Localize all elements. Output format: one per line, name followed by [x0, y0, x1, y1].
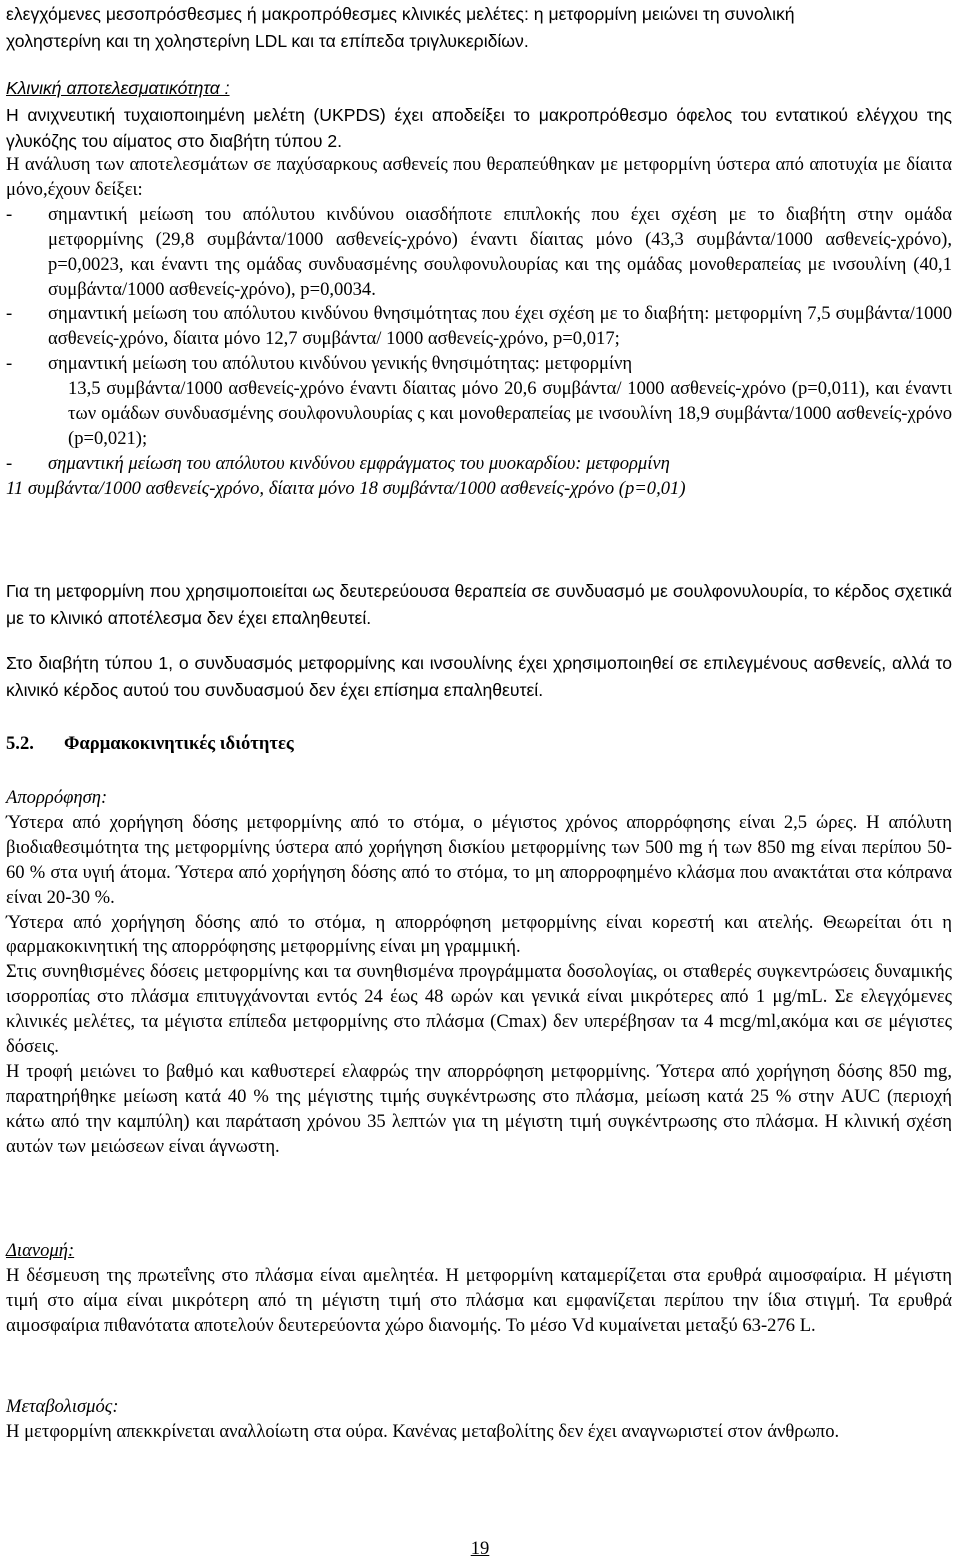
result-item-3	[6, 352, 952, 377]
absorption-paragraph-2: Ύστερα από χορήγηση δόσης από το στόμα, η απορρόφηση μετφορμίνης είναι κορεστή και ατελής. Θεωρείται ότι η φαρμακοκινητική της απορρόφησης μετφορμίνης είναι μη γραμμική.	[6, 911, 952, 958]
secondary-therapy-block	[6, 578, 952, 631]
absorption-heading: Απορρόφηση:	[6, 787, 108, 808]
type1-paragraph: Στο διαβήτη τύπου 1, ο συνδυασμός μετφορμίνης και ινσουλίνης έχει χρησιμοποιηθεί σε επιλεγμένους ασθενείς, αλλά το κλινικό κέρδος αυτού του συνδυασμού δεν έχει επίσημα επαληθευτεί.	[6, 653, 952, 700]
result-item-4	[6, 452, 952, 477]
result-item-dash: -	[6, 303, 13, 325]
intro-line-2: χοληστερίνη και τη χοληστερίνη LDL και τα επίπεδα τριγλυκεριδίων.	[6, 30, 529, 51]
analysis-block	[6, 153, 952, 502]
analysis-paragraph: Η ανάλυση των αποτελεσμάτων σε παχύσαρκους ασθενείς που θεραπεύθηκαν με μετφορμίνη ύστερα από αποτυχία με δίαιτα μόνο,έχουν δείξει:	[6, 154, 952, 200]
result-item-4-continuation: 11 συμβάντα/1000 ασθενείς-χρόνο, δίαιτα μόνο 18 συμβάντα/1000 ασθενείς-χρόνο (p=0,01)	[6, 477, 686, 499]
distribution-heading: Διανομή:	[6, 1240, 75, 1261]
metabolism-heading: Μεταβολισμός:	[6, 1396, 119, 1417]
result-item-1	[6, 203, 952, 303]
section-title: Φαρμακοκινητικές ιδιότητες	[64, 733, 294, 754]
ukpds-paragraph: Η ανιχνευτική τυχαιοποιημένη μελέτη (UKPDS) έχει αποδείξει το μακροπρόθεσμο όφελος του εντατικού ελέγχου της γλυκόζης του αίματος στο διαβήτη τύπου 2.	[6, 104, 952, 152]
clinical-efficacy-heading: Κλινική αποτελεσματικότητα :	[6, 78, 230, 98]
absorption-paragraph-3: Στις συνηθισμένες δόσεις μετφορμίνης και τα συνηθισμένα προγράμματα δοσολογίας, οι σταθερές συγκεντρώσεις δυναμικής ισορροπίας στο πλάσμα επιτυγχάνονται εντός 24 έως 48 ωρών και γενικά είναι μικρότερες από 1 μg/mL. Σε ελεγχόμενες κλινικές μελέτες, τα μέγιστα επίπεδα μετφορμίνης στο πλάσμα (Cmax) δεν υπερέβησαν τα 4 mcg/ml,ακόμα και σε μέγιστες δόσεις.	[6, 961, 952, 1058]
metabolism-block	[6, 1395, 952, 1445]
result-item-dash: -	[6, 452, 13, 474]
result-item-text: σημαντική μείωση του απόλυτου κινδύνου θνησιμότητας που έχει σχέση με το διαβήτη: μετφορμίνη 7,5 συμβάντα/1000 ασθενείς-χρόνο, δίαιτα μόνο 12,7 συμβάντα/ 1000 ασθενείς-χρόνο, p=0,017;	[48, 303, 952, 350]
absorption-block	[6, 786, 952, 1160]
distribution-block	[6, 1239, 952, 1339]
page-number: 19	[470, 1538, 490, 1559]
metabolism-paragraph: Η μετφορμίνη απεκκρίνεται αναλλοίωτη στα ούρα. Κανένας μεταβολίτης δεν έχει αναγνωριστεί στον άνθρωπο.	[6, 1420, 840, 1442]
result-item-dash: -	[6, 353, 13, 375]
result-item-text: σημαντική μείωση του απόλυτου κινδύνου εμφράγματος του μυοκαρδίου: μετφορμίνη	[48, 452, 670, 474]
absorption-paragraph-1: Ύστερα από χορήγηση δόσης μετφορμίνης από το στόμα, ο μέγιστος χρόνος απορρόφησης είναι 2,5 ώρες. Η απόλυτη βιοδιαθεσιμότητα της μετφορμίνης ύστερα από χορήγηση δισκίου μετφορμίνης των 500 mg ή των 850 mg είναι περίπου 50-60 % στα υγιή άτομα. Ύστερα από χορήγηση δόσης από το στόμα, το μη απορροφημένο κλάσμα που ανακτάται στα κόπρανα είναι 20-30 %.	[6, 811, 952, 908]
intro-block	[6, 1, 952, 54]
type1-block	[6, 650, 952, 703]
section-heading	[6, 733, 952, 755]
intro-line-1: ελεγχόμενες μεσοπρόσθεσμες ή μακροπρόθεσμες κλινικές μελέτες: η μετφορμίνη μειώνει τη συνολική	[6, 4, 795, 24]
secondary-therapy-paragraph: Για τη μετφορμίνη που χρησιμοποιείται ως δευτερεύουσα θεραπεία σε συνδυασμό με σουλφονυλουρία, το κέρδος σχετικά με το κλινικό αποτέλεσμα δεν έχει επαληθευτεί.	[6, 581, 952, 628]
distribution-paragraph: Η δέσμευση της πρωτεΐνης στο πλάσμα είναι αμελητέα. Η μετφορμίνη καταμερίζεται στα ερυθρά αιμοσφαίρια. Η μέγιστη τιμή στο αίμα είναι μικρότερη από τη μέγιστη τιμή στο πλάσμα και εμφανίζεται περίπου την ίδια στιγμή. Τα ερυθρά αιμοσφαίρια πιθανότατα αποτελούν δευτερεύοντα χώρο διανομής. Το μέσο Vd κυμαίνεται μεταξύ 63-276 L.	[6, 1264, 952, 1336]
clinical-efficacy-block	[6, 75, 952, 155]
absorption-paragraph-4: Η τροφή μειώνει το βαθμό και καθυστερεί ελαφρώς την απορρόφηση μετφορμίνης. Ύστερα από χορήγηση δόσης 850 mg, παρατηρήθηκε μείωση κατά 40 % της μέγιστης τιμής συγκέντρωσης στο πλάσμα, μείωση κατά 25 % στην AUC (περιοχή κάτω από την καμπύλη) και παράταση χρόνου 35 λεπτών για τη μέγιστη τιμή συγκέντρωσης στο πλάσμα. Η κλινική σχέση αυτών των μειώσεων είναι άγνωστη.	[6, 1060, 952, 1157]
result-item-3-continuation: 13,5 συμβάντα/1000 ασθενείς-χρόνο έναντι δίαιτας μόνο 20,6 συμβάντα/ 1000 ασθενείς-χρόνο (p=0,011), και έναντι των ομάδων συνδυασμένης σουλφονυλουρίας ς και μονοθεραπείας με ινσουλίνη 18,9 συμβάντα/1000 ασθενείς-χρόνο (p=0,021);	[68, 378, 952, 449]
result-item-dash: -	[6, 203, 13, 225]
result-item-text: σημαντική μείωση του απόλυτου κινδύνου οιασδήποτε επιπλοκής που έχει σχέση με το διαβήτη στην ομάδα μετφορμίνης (29,8 συμβάντα/1000 ασθενείς-χρόνο) έναντι δίαιτας μόνο (43,3 συμβάντα/1000 ασθενείς-χρόνο), p=0,0023, και έναντι της ομάδας συνδυασμένης σουλφονυλουρίας και της ομάδας μονοθεραπείας με ινσουλίνη (40,1 συμβάντα/1000 ασθενείς-χρόνο), p=0,0034.	[48, 203, 952, 300]
result-item-text: σημαντική μείωση του απόλυτου κινδύνου γενικής θνησιμότητας: μετφορμίνη	[48, 353, 633, 375]
section-number: 5.2.	[6, 733, 34, 754]
result-item-2	[6, 302, 952, 352]
